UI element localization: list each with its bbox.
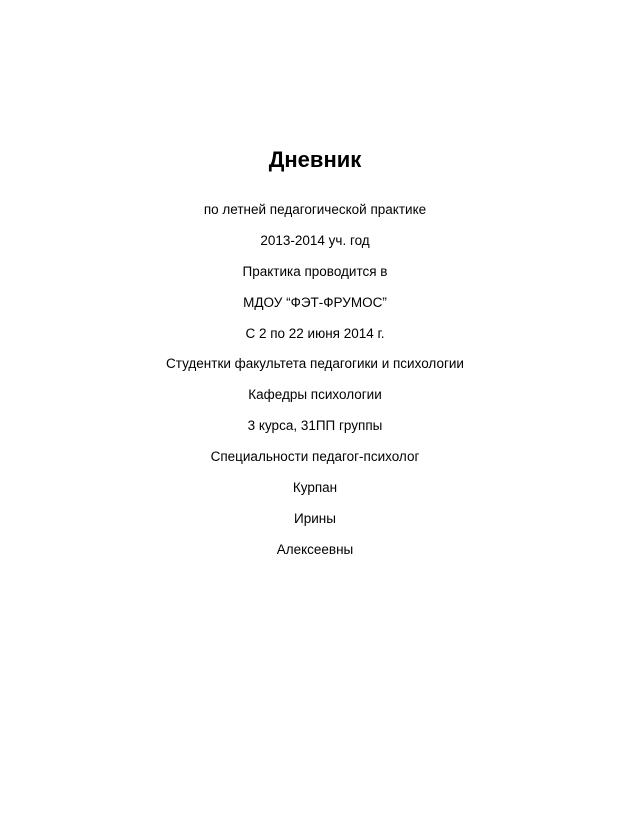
practice-location-label: Практика проводится в: [242, 263, 388, 279]
practice-type-line: по летней педагогической практике: [203, 202, 427, 217]
institution-name-line: МДОУ “ФЭТ-ФРУМОС”: [243, 294, 387, 310]
student-faculty-line: Студентки факультета педагогики и психологии: [166, 356, 464, 372]
student-first-name: Ирины: [294, 510, 336, 526]
student-surname: Курпан: [292, 480, 338, 496]
document-title: Дневник: [268, 147, 362, 172]
practice-dates-line: С 2 по 22 июня 2014 г.: [245, 325, 385, 341]
specialty-line: Специальности педагог-психолог: [210, 449, 420, 465]
academic-year-line: 2013-2014 уч. год: [260, 232, 370, 248]
student-patronymic: Алексеевны: [276, 541, 354, 557]
department-line: Кафедры психологии: [248, 387, 382, 403]
course-group-line: 3 курса, 31ПП группы: [247, 418, 383, 434]
title-block: [0, 146, 630, 566]
